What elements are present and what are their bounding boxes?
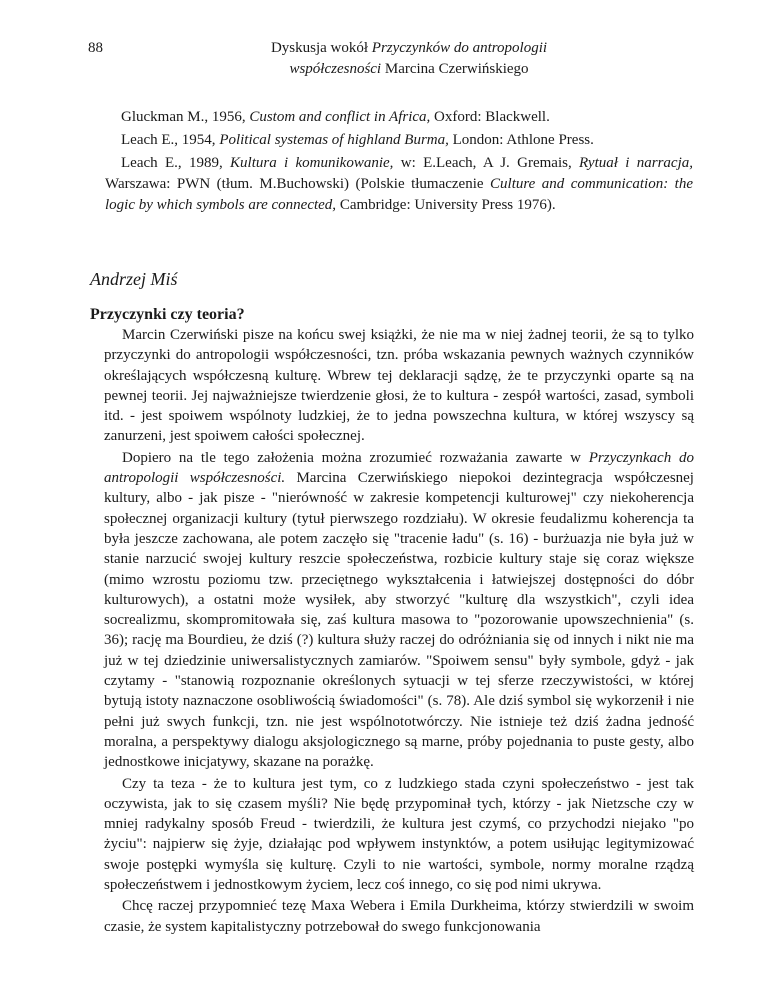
reference-author-year: Gluckman M., 1956, — [121, 109, 250, 125]
page-number: 88 — [88, 40, 103, 56]
reference-list — [105, 107, 693, 218]
reference-title: Kultura i komunikowanie, — [230, 155, 394, 171]
article-author: Andrzej Miś — [90, 269, 178, 289]
reference-publisher: Oxford: Blackwell. — [430, 109, 550, 125]
running-title-book-title-cont: współczesności — [289, 61, 382, 77]
paragraph-text: Marcina Czerwińskiego niepokoi dezintegracja współczesnej kultury, albo - jak pisze - "nierówność w zakresie kompetencji kulturowej" czy niekoherencja społecznej organizacji kultury (tytuł pierwszego rozdziału). W okresie feudalizmu koherencja ta była jeszcze zachowana, ale potem zaczęło się "tracenie ładu" (s. 16) - burżuazja nie była już w stanie narzucić swojej kultury reszcie społeczeństwa, rozbicie kultury staje się coraz większe (mimo wzrostu poziomu tzw. przeciętnego wykształcenia i łatwiejszej dostępności do dóbr kulturowych), a ostatni może wysiłek, aby stworzyć "kulturę dla wszystkich", czyli idea socrealizmu, skompromitowała się, zaś kultura masowa to "pozorowanie upowszechnienia" (s. 36); rację ma Bourdieu, że dziś (?) kultura służy raczej do odróżniania się od innych i nikt nie ma już w tej dziedzinie uniwersalistycznych zamiarów. "Spoiwem sensu" były symbole, gdyż - jak czytamy - "stanowią rozpoznanie określonych sytuacji w tej sferze rzeczywistości, w której bytują istoty naznaczone osobliwością świadomości" (s. 78). Ale dziś symbol się wykorzenił i nie pełni już swych funkcji, tzn. nie jest wspólnototwórczy. Nie istnieje też dziś żadna jedność moralna, a perspektywy dialogu aksjologicznego są marne, próby pojednania to puste gesty, albo jednostkowe inicjatywy, skazane na porażkę. — [104, 470, 694, 771]
reference-original-title: Culture and communication: the logic by which symbols are connected, — [105, 176, 693, 213]
reference-editors: w: E.Leach, A J. Gremais, — [393, 155, 580, 171]
running-title-line-2 — [210, 59, 608, 80]
reference-author-year: Leach E., 1989, — [121, 155, 231, 171]
reference-entry — [105, 107, 693, 128]
running-title-author: Marcina Czerwińskiego — [381, 61, 529, 77]
running-title-prefix: Dyskusja wokół — [270, 40, 372, 56]
reference-title: Political systemas of highland Burma, — [219, 132, 449, 148]
paragraph — [104, 448, 694, 773]
reference-publisher: Warszawa: PWN (tłum. M.Buchowski) (Polskie tłumaczenie — [105, 176, 491, 192]
reference-title: Custom and conflict in Africa, — [249, 109, 431, 125]
paragraph-text: Dopiero na tle tego założenia można zrozumieć rozważania zawarte w — [122, 449, 589, 466]
section-heading: Przyczynki czy teoria? — [90, 306, 245, 323]
article-body — [104, 325, 694, 937]
reference-author-year: Leach E., 1954, — [121, 132, 220, 148]
reference-original-publisher: Cambridge: University Press 1976). — [336, 197, 556, 213]
reference-volume-title: Rytuał i narracja, — [579, 155, 693, 171]
reference-publisher: London: Athlone Press. — [448, 132, 594, 148]
reference-entry — [105, 130, 693, 151]
reference-entry — [105, 153, 693, 216]
paragraph: Marcin Czerwiński pisze na końcu swej książki, że nie ma w niej żadnej teorii, że są to tylko przyczynki do antropologii współczesności, tzn. próba wskazania pewnych ważnych czynników określających współczesną kulturę. Wbrew tej deklaracji sądzę, że te przyczynki oparte są na pewnej teorii. Jej najważniejsze twierdzenie głosi, że to kultura - zespół wartości, zasad, symboli itd. - jest spoiwem wspólnoty ludzkiej, że to jedna powszechna kultura, w której wszyscy są zanurzeni, jest spoiwem całości społecznej. — [104, 327, 694, 445]
book-title-citation: Przyczynkach do antropologii współczesności. — [104, 449, 694, 487]
paragraph: Czy ta teza - że to kultura jest tym, co z ludzkiego stada czyni społeczeństwo - jest tak oczywista, jak to się czasem myśli? Nie będę przypominał tych, którzy - jak Nietzsche czy w mniej radykalny sposób Freud - twierdzili, że kultura jest czymś, co przychodzi niejako "po życiu": najpierw się żyje, działając pod wpływem instynktów, a potem usiłując legitymizować swoje postępki wymyśla się kulturę. Czyli to nie wartości, symbole, normy moralne rządzą społeczeństwem i jednostkowym życiem, lecz coś innego, co się pod nimi ukrywa. — [104, 775, 694, 894]
paragraph: Chcę raczej przypomnieć tezę Maxa Webera i Emila Durkheima, którzy stwierdzili w swoim czasie, że system kapitalistyczny potrzebował do swego funkcjonowania — [104, 898, 694, 935]
running-title-line-1 — [210, 38, 608, 59]
running-title-book-title: Przyczynków do antropologii — [371, 40, 548, 56]
running-title — [210, 38, 608, 80]
